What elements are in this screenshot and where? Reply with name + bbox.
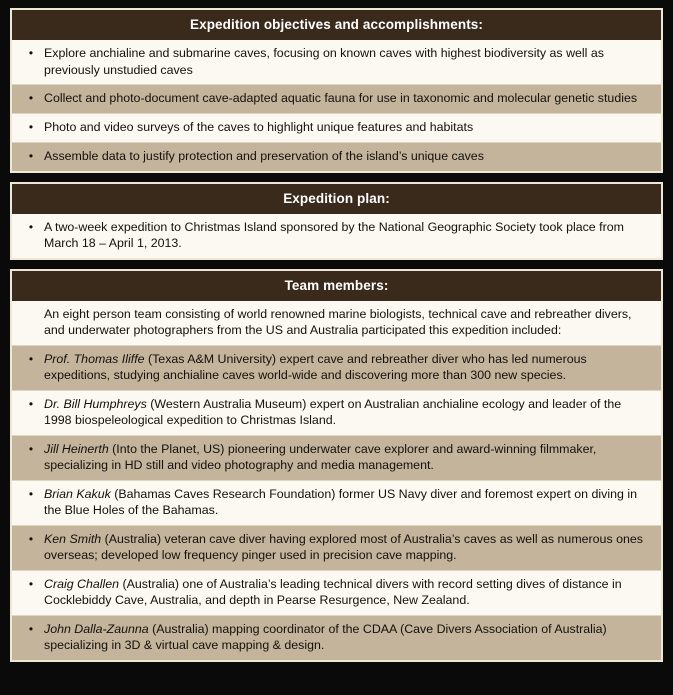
bullet-icon: • bbox=[28, 441, 34, 456]
list-item-text: Explore anchialine and submarine caves, focusing on known caves with highest biodiversity as well as previously unstudied caves bbox=[44, 46, 604, 77]
team-member-description: (Texas A&M University) expert cave and rebreather diver who has led numerous expeditions, studying anchialine caves world-wide and discovering more than 300 new species. bbox=[44, 351, 587, 383]
team-title: Team members: bbox=[12, 271, 661, 301]
team-member-name: Prof. Thomas Iliffe bbox=[44, 351, 145, 366]
bullet-icon: • bbox=[28, 219, 34, 234]
bullet-icon: • bbox=[28, 351, 34, 366]
bullet-icon: • bbox=[28, 119, 34, 134]
team-member-description: (Bahamas Caves Research Foundation) former US Navy diver and foremost expert on diving in the Blue Holes of the Bahamas. bbox=[44, 486, 637, 518]
list-item bbox=[12, 345, 661, 390]
bullet-icon: • bbox=[28, 621, 34, 636]
list-item bbox=[12, 615, 661, 660]
list-item bbox=[12, 570, 661, 615]
bullet-icon: • bbox=[28, 486, 34, 501]
team-member bbox=[44, 576, 651, 609]
list-item-text: Photo and video surveys of the caves to highlight unique features and habitats bbox=[44, 119, 474, 134]
list-item bbox=[12, 390, 661, 435]
bullet-icon: • bbox=[28, 91, 34, 105]
bullet-icon: • bbox=[28, 148, 34, 163]
team-member bbox=[44, 441, 651, 474]
bullet-placeholder bbox=[18, 306, 44, 323]
objectives-list bbox=[12, 40, 661, 171]
bullet-icon: • bbox=[28, 396, 34, 411]
team-member-description: (Australia) one of Australia’s leading technical divers with record setting dives of distance in Cocklebiddy Cave, Australia, and depth in Pearse Resurgence, New Zealand. bbox=[44, 576, 622, 608]
list-item-text: Assemble data to justify protection and preservation of the island’s unique caves bbox=[44, 148, 484, 163]
team-member bbox=[44, 531, 651, 564]
list-item bbox=[12, 142, 661, 171]
bullet-icon: • bbox=[28, 46, 34, 60]
team-panel bbox=[10, 269, 663, 662]
list-item bbox=[12, 435, 661, 480]
plan-title: Expedition plan: bbox=[12, 184, 661, 214]
team-member bbox=[44, 621, 651, 654]
team-member-description: (Into the Planet, US) pioneering underwater cave explorer and award-winning filmmaker, specializing in HD still and video photography and media management. bbox=[44, 441, 597, 473]
bullet-icon: • bbox=[28, 576, 34, 591]
team-member-name: Dr. Bill Humphreys bbox=[44, 396, 147, 411]
team-member-name: Brian Kakuk bbox=[44, 486, 111, 501]
list-item bbox=[12, 214, 661, 258]
list-item bbox=[12, 84, 661, 113]
plan-list bbox=[12, 214, 661, 258]
team-member-description: (Australia) veteran cave diver having explored most of Australia’s caves as well as numerous ones overseas; developed low frequency pinger used in precision cave mapping. bbox=[44, 531, 643, 563]
list-item bbox=[12, 525, 661, 570]
list-item bbox=[12, 480, 661, 525]
list-item bbox=[12, 113, 661, 142]
team-member bbox=[44, 351, 651, 384]
objectives-panel bbox=[10, 8, 663, 173]
team-member-name: John Dalla-Zaunna bbox=[44, 621, 149, 636]
bullet-icon: • bbox=[28, 531, 34, 546]
list-item bbox=[12, 40, 661, 84]
team-intro-text: An eight person team consisting of world renowned marine biologists, technical cave and rebreather divers, and underwater photographers from the US and Australia participated this expedition included: bbox=[44, 306, 632, 338]
list-item-text: Collect and photo-document cave-adapted aquatic fauna for use in taxonomic and molecular genetic studies bbox=[44, 91, 638, 105]
team-member-description: (Australia) mapping coordinator of the CDAA (Cave Divers Association of Australia) specializing in 3D & virtual cave mapping & design. bbox=[44, 621, 607, 653]
team-member-name: Jill Heinerth bbox=[44, 441, 109, 456]
team-member bbox=[44, 396, 651, 429]
team-member-description: (Western Australia Museum) expert on Australian anchialine ecology and leader of the 1998 biospeleological expedition to Christmas Island. bbox=[44, 396, 622, 428]
team-intro-row bbox=[12, 301, 661, 345]
team-list bbox=[12, 301, 661, 660]
team-member-name: Craig Challen bbox=[44, 576, 120, 591]
team-member-name: Ken Smith bbox=[44, 531, 102, 546]
team-member bbox=[44, 486, 651, 519]
plan-panel bbox=[10, 182, 663, 260]
list-item-text: A two-week expedition to Christmas Island sponsored by the National Geographic Society took place from March 18 – April 1, 2013. bbox=[44, 219, 624, 251]
objectives-title: Expedition objectives and accomplishments: bbox=[12, 10, 661, 40]
